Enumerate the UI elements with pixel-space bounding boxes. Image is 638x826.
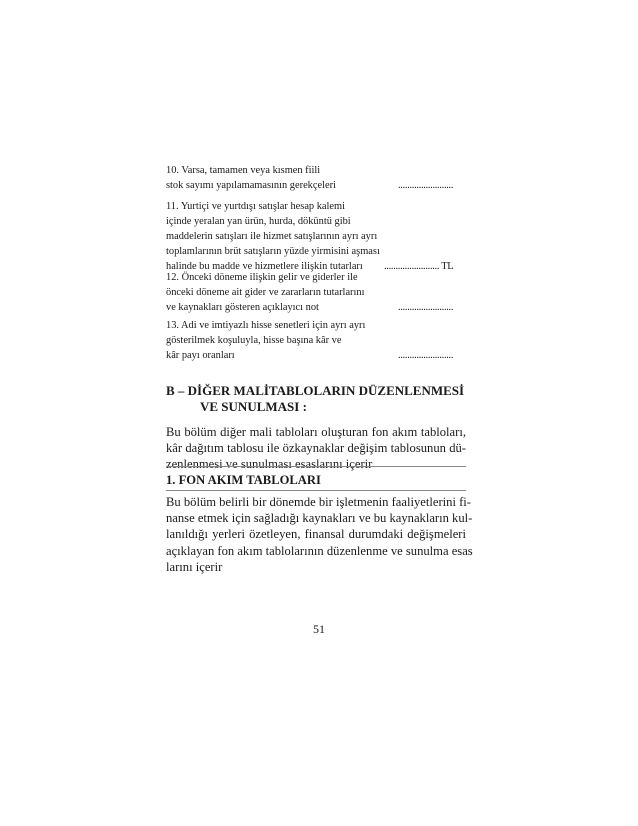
page-number: 51 [313,622,325,636]
item-13-line-3-text: kâr payı oranları [166,350,235,361]
item-11-line-4: toplamlarının brüt satışların yüzde yirmisini aşması [166,246,380,257]
item-10-line-2 [166,178,466,193]
item-11-fill-blank: ........................ TL [384,261,454,272]
item-11-sales-totals [166,199,466,274]
fon-akim-paragraph [166,494,473,575]
item-11-line-1: 11. Yurtiçi ve yurtdışı satışlar hesap kalemi [166,201,346,212]
fon-akim-line-1: Bu bölüm belirli bir dönemde bir işletmenin faaliyetlerini fi- [166,495,471,509]
item-10-line-1: 10. Varsa, tamamen veya kısmen fiili [166,165,321,176]
fon-akim-heading: 1. FON AKIM TABLOLARI [166,473,321,487]
item-11-line-3: maddelerin satışları ile hizmet satışlarının ayrı ayrı [166,231,378,242]
item-12-prior-period-note [166,270,466,315]
item-12-fill-blank: ........................ [398,302,454,313]
item-13-line-3 [166,348,466,363]
item-11-line-5-text: halinde bu madde ve hizmetlere ilişkin tutarları [166,261,363,272]
item-11-line-2: içinde yeralan yan ürün, hurda, döküntü gibi [166,216,351,227]
fon-akim-line-2: nanse etmek için sağladığı kaynakları ve bu kaynakların kul- [166,511,473,526]
section-b-heading-line-1: B – DİĞER MALİTABLOLARIN DÜZENLENMESİ [166,383,465,398]
fon-akim-line-5: larını içerir [166,559,223,574]
item-12-line-1: 12. Önceki döneme ilişkin gelir ve giderler ile [166,272,358,283]
divider-rule [166,490,466,491]
item-10-line-2-text: stok sayımı yapılamamasının gerekçeleri [166,180,336,191]
item-12-line-2: önceki döneme ait gider ve zararların tutarlarını [166,287,365,298]
item-12-line-3-text: ve kaynakları gösteren açıklayıcı not [166,302,319,313]
item-13-fill-blank: ........................ [398,350,454,361]
fon-akim-line-4: açıklayan fon akım tablolarının düzenlenme ve sunulma esas [166,543,473,558]
divider-rule [166,466,466,467]
fon-akim-line-3: lanıldığı yerleri özetleyen, finansal durumdaki değişmeleri [166,527,466,542]
item-12-line-3 [166,300,466,315]
section-b-heading-line-2: VE SUNULMASI : [200,399,307,414]
section-b-intro-line-2: kâr dağıtım tablosu ile özkaynaklar değişim tablosunun dü- [166,441,466,456]
section-b-heading [166,383,466,415]
section-b-intro-line-3: zenlenmesi ve sunulması esaslarını içerir [166,457,373,472]
item-10-stock-count-reasons [166,163,466,193]
item-10-fill-blank: ........................ [398,180,454,191]
item-13-line-1: 13. Adi ve imtiyazlı hisse senetleri için ayrı ayrı [166,320,366,331]
section-b-intro-line-1: Bu bölüm diğer mali tabloları oluşturan fon akım tabloları, [166,425,466,439]
item-13-share-earnings [166,318,466,363]
item-13-line-2: gösterilmek koşuluyla, hisse başına kâr ve [166,335,342,346]
